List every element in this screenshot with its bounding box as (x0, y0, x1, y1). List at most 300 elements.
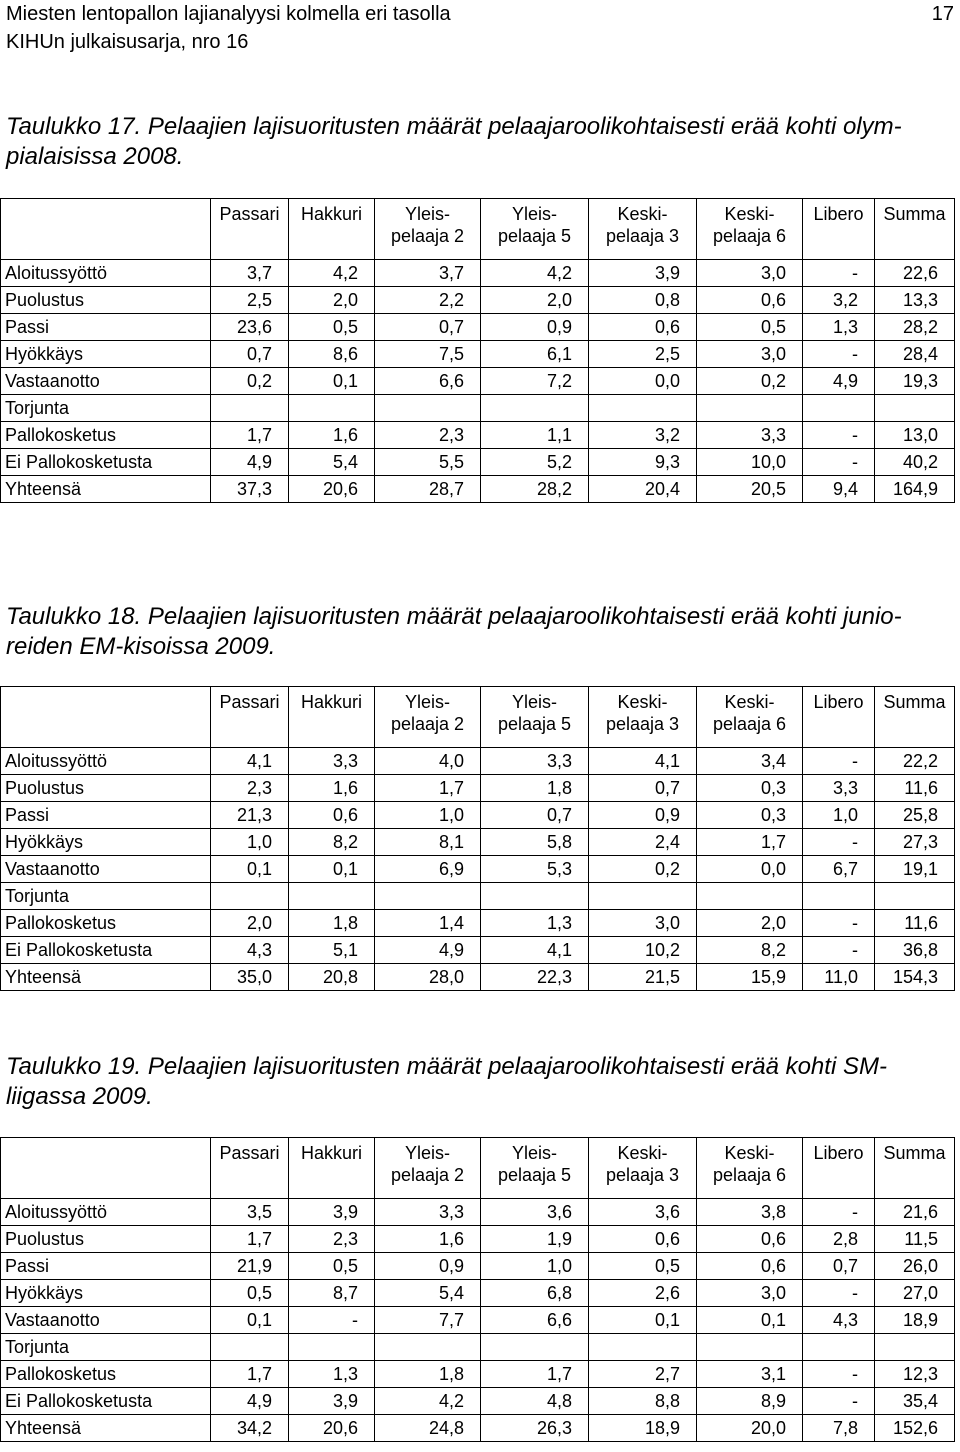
table-cell: 3,9 (289, 1199, 375, 1226)
table-cell: 11,6 (875, 775, 955, 802)
row-label: Aloitussyöttö (1, 260, 211, 287)
table-cell: 1,7 (211, 1361, 289, 1388)
column-header-line1: Keski- (724, 204, 775, 224)
column-header (589, 1138, 697, 1199)
table-cell: 0,5 (289, 314, 375, 341)
table-cell: - (803, 910, 875, 937)
table-cell: 0,2 (697, 368, 803, 395)
table-18 (0, 686, 955, 991)
table-cell: 4,9 (375, 937, 481, 964)
table-cell: - (803, 1388, 875, 1415)
table-cell (289, 1334, 375, 1361)
table-row (1, 964, 955, 991)
column-header (803, 1138, 875, 1199)
header-series: KIHUn julkaisusarja, nro 16 (6, 31, 249, 53)
table-cell: 3,0 (697, 1280, 803, 1307)
table-cell: 0,5 (589, 1253, 697, 1280)
table-cell: 28,2 (481, 476, 589, 503)
table-cell: 28,2 (875, 314, 955, 341)
caption-line: reiden EM-kisoissa 2009. (6, 633, 276, 660)
table-cell: 4,0 (375, 748, 481, 775)
table-17 (0, 198, 955, 503)
table-cell: 1,4 (375, 910, 481, 937)
table-cell: - (803, 422, 875, 449)
page-number: 17 (931, 3, 954, 25)
table-cell: 5,5 (375, 449, 481, 476)
table-cell: 4,9 (803, 368, 875, 395)
column-header-line2: pelaaja 6 (712, 714, 787, 734)
column-header-line1: Hakkuri (300, 692, 362, 712)
table-cell: 0,6 (589, 314, 697, 341)
table-cell: 0,9 (375, 1253, 481, 1280)
table-row (1, 829, 955, 856)
column-header-line1: Keski- (617, 204, 668, 224)
table-cell: 2,3 (211, 775, 289, 802)
table-cell: 3,7 (211, 260, 289, 287)
table-cell: 35,4 (875, 1388, 955, 1415)
table-cell (803, 395, 875, 422)
column-header-line1: Summa (883, 1143, 946, 1163)
table-18-caption (6, 602, 954, 662)
column-header (289, 1138, 375, 1199)
row-label: Hyökkäys (1, 1280, 211, 1307)
column-header-line1: Yleis- (511, 692, 557, 712)
table-19 (0, 1137, 955, 1442)
table-cell: 1,6 (289, 422, 375, 449)
caption-line: Taulukko 18. Pelaajien lajisuoritusten määrät pelaajaroolikohtaisesti erää kohti junio- (6, 603, 902, 630)
table-cell: 4,1 (589, 748, 697, 775)
table-cell: 4,2 (289, 260, 375, 287)
caption-line: liigassa 2009. (6, 1083, 153, 1110)
table-cell: 22,3 (481, 964, 589, 991)
row-label: Yhteensä (1, 964, 211, 991)
table-cell (589, 883, 697, 910)
table-row (1, 1361, 955, 1388)
column-header-line1: Keski- (724, 692, 775, 712)
row-label: Puolustus (1, 775, 211, 802)
column-header (289, 687, 375, 748)
table-cell: 1,7 (211, 1226, 289, 1253)
table-cell: 3,6 (589, 1199, 697, 1226)
table-cell: 3,0 (589, 910, 697, 937)
table-cell: 1,6 (375, 1226, 481, 1253)
header-cell-empty (1, 199, 211, 260)
table-cell: 1,0 (803, 802, 875, 829)
table-cell: 3,3 (481, 748, 589, 775)
table-cell: 0,8 (589, 287, 697, 314)
table-cell: 0,3 (697, 775, 803, 802)
row-label: Torjunta (1, 1334, 211, 1361)
table-cell (375, 883, 481, 910)
table-row (1, 1415, 955, 1442)
column-header-line1: Passari (219, 1143, 280, 1163)
column-header (211, 1138, 289, 1199)
row-label: Aloitussyöttö (1, 1199, 211, 1226)
table-cell: 3,7 (375, 260, 481, 287)
table-cell (589, 1334, 697, 1361)
column-header-line1: Hakkuri (300, 1143, 362, 1163)
table-cell: 4,9 (211, 449, 289, 476)
table-cell: 2,0 (289, 287, 375, 314)
table-cell: 20,6 (289, 476, 375, 503)
table-cell: 21,6 (875, 1199, 955, 1226)
column-header-line1: Libero (813, 1143, 864, 1163)
row-label: Vastaanotto (1, 856, 211, 883)
column-header (875, 1138, 955, 1199)
column-header-line1: Passari (219, 204, 280, 224)
table-cell: - (803, 449, 875, 476)
table-cell: 12,3 (875, 1361, 955, 1388)
column-header-line1: Yleis- (404, 692, 450, 712)
column-header (481, 687, 589, 748)
table-cell: 3,2 (803, 287, 875, 314)
table-cell (697, 395, 803, 422)
table-cell: 0,7 (803, 1253, 875, 1280)
table-cell (375, 1334, 481, 1361)
table-cell (289, 883, 375, 910)
table-cell: 3,9 (289, 1388, 375, 1415)
table-cell: 0,1 (697, 1307, 803, 1334)
table-row (1, 449, 955, 476)
table-cell: 11,0 (803, 964, 875, 991)
column-header-line1: Yleis- (404, 1143, 450, 1163)
column-header-line1: Yleis- (511, 204, 557, 224)
table-cell: 10,0 (697, 449, 803, 476)
table-cell: 26,0 (875, 1253, 955, 1280)
table-cell: 3,3 (697, 422, 803, 449)
column-header (375, 199, 481, 260)
table-cell: 7,7 (375, 1307, 481, 1334)
column-header (697, 687, 803, 748)
table-cell: 21,3 (211, 802, 289, 829)
header-title: Miesten lentopallon lajianalyysi kolmella eri tasolla (6, 3, 451, 25)
row-label: Vastaanotto (1, 368, 211, 395)
table-row (1, 775, 955, 802)
table-cell: 8,8 (589, 1388, 697, 1415)
table-cell: 0,0 (697, 856, 803, 883)
row-label: Vastaanotto (1, 1307, 211, 1334)
table-cell (589, 395, 697, 422)
table-cell: 1,0 (481, 1253, 589, 1280)
table-cell: 22,6 (875, 260, 955, 287)
table-cell: 20,6 (289, 1415, 375, 1442)
table-cell: 0,1 (589, 1307, 697, 1334)
table-cell: 4,3 (211, 937, 289, 964)
table-cell: 1,0 (211, 829, 289, 856)
table-cell: 28,4 (875, 341, 955, 368)
column-header-line2: pelaaja 6 (712, 1165, 787, 1185)
row-label: Passi (1, 802, 211, 829)
table-cell: 4,3 (803, 1307, 875, 1334)
table-cell: 1,7 (481, 1361, 589, 1388)
table-cell: 8,2 (289, 829, 375, 856)
table-cell: 0,9 (481, 314, 589, 341)
table-cell: 4,2 (481, 260, 589, 287)
table-cell: 152,6 (875, 1415, 955, 1442)
table-cell: 20,4 (589, 476, 697, 503)
table-cell: 36,8 (875, 937, 955, 964)
table-cell: 7,2 (481, 368, 589, 395)
table-cell: 19,1 (875, 856, 955, 883)
table-cell: 0,6 (697, 1253, 803, 1280)
table-cell: 3,2 (589, 422, 697, 449)
column-header-line2: pelaaja 5 (497, 226, 572, 246)
table-cell: - (803, 1199, 875, 1226)
column-header-line2: pelaaja 5 (497, 1165, 572, 1185)
row-label: Ei Pallokosketusta (1, 449, 211, 476)
table-cell: 9,4 (803, 476, 875, 503)
table-cell: 1,1 (481, 422, 589, 449)
column-header (803, 199, 875, 260)
table-cell (875, 1334, 955, 1361)
table-cell: 0,6 (289, 802, 375, 829)
table-cell: 0,7 (481, 802, 589, 829)
table-cell: 3,9 (589, 260, 697, 287)
table-row (1, 314, 955, 341)
table-cell (211, 1334, 289, 1361)
table-cell: 1,8 (289, 910, 375, 937)
column-header-line2: pelaaja 2 (390, 714, 465, 734)
table-cell: 0,1 (289, 368, 375, 395)
table-cell: 28,0 (375, 964, 481, 991)
table-cell: 0,7 (589, 775, 697, 802)
column-header (589, 199, 697, 260)
table-cell: 3,3 (803, 775, 875, 802)
table-row (1, 1334, 955, 1361)
header-cell-empty (1, 687, 211, 748)
table-cell (803, 883, 875, 910)
table-cell: - (803, 1280, 875, 1307)
table-cell: 2,5 (211, 287, 289, 314)
table-cell: 1,7 (211, 422, 289, 449)
column-header-line2: pelaaja 3 (605, 226, 680, 246)
column-header-line1: Hakkuri (300, 204, 362, 224)
table-cell: 4,8 (481, 1388, 589, 1415)
table-cell: 27,0 (875, 1280, 955, 1307)
table-cell: 13,0 (875, 422, 955, 449)
table-cell: 2,4 (589, 829, 697, 856)
row-label: Hyökkäys (1, 341, 211, 368)
table-row (1, 341, 955, 368)
column-header (375, 687, 481, 748)
table-cell: 19,3 (875, 368, 955, 395)
table-cell: 2,6 (589, 1280, 697, 1307)
column-header (481, 1138, 589, 1199)
table-cell: 23,6 (211, 314, 289, 341)
column-header-line1: Keski- (724, 1143, 775, 1163)
table-cell: 25,8 (875, 802, 955, 829)
table-cell: 40,2 (875, 449, 955, 476)
table-cell: 0,1 (211, 1307, 289, 1334)
column-header (211, 199, 289, 260)
column-header (375, 1138, 481, 1199)
table-cell: 21,9 (211, 1253, 289, 1280)
row-label: Yhteensä (1, 1415, 211, 1442)
table-header-row (1, 687, 955, 748)
table-row (1, 1388, 955, 1415)
table-cell: 6,1 (481, 341, 589, 368)
table-cell: 1,6 (289, 775, 375, 802)
column-header-line1: Libero (813, 204, 864, 224)
table-cell: 3,0 (697, 260, 803, 287)
column-header (875, 199, 955, 260)
table-header-row (1, 199, 955, 260)
table-cell (697, 883, 803, 910)
table-cell: 0,5 (289, 1253, 375, 1280)
column-header (697, 199, 803, 260)
table-cell (211, 883, 289, 910)
table-cell: 1,3 (481, 910, 589, 937)
table-cell: 8,2 (697, 937, 803, 964)
table-cell: 1,0 (375, 802, 481, 829)
row-label: Yhteensä (1, 476, 211, 503)
table-cell: 0,5 (697, 314, 803, 341)
column-header-line2: pelaaja 3 (605, 714, 680, 734)
table-cell: 1,3 (803, 314, 875, 341)
row-label: Pallokosketus (1, 422, 211, 449)
table-row (1, 287, 955, 314)
table-cell: - (803, 937, 875, 964)
table-cell: 0,2 (589, 856, 697, 883)
page-header (6, 0, 954, 56)
table-row (1, 1253, 955, 1280)
column-header (289, 199, 375, 260)
table-cell: 1,7 (375, 775, 481, 802)
table-cell: 4,9 (211, 1388, 289, 1415)
table-row (1, 1226, 955, 1253)
table-cell: 8,1 (375, 829, 481, 856)
table-cell: 6,7 (803, 856, 875, 883)
table-cell: 4,2 (375, 1388, 481, 1415)
table-cell: 3,3 (375, 1199, 481, 1226)
column-header-line1: Keski- (617, 692, 668, 712)
table-cell: 2,5 (589, 341, 697, 368)
row-label: Puolustus (1, 287, 211, 314)
table-cell (481, 395, 589, 422)
table-cell: 1,8 (481, 775, 589, 802)
table-cell: 8,9 (697, 1388, 803, 1415)
column-header (211, 687, 289, 748)
column-header (875, 687, 955, 748)
table-cell: - (803, 341, 875, 368)
table-cell: 3,1 (697, 1361, 803, 1388)
table-cell: 2,3 (375, 422, 481, 449)
table-cell (289, 395, 375, 422)
table-cell: 3,8 (697, 1199, 803, 1226)
table-cell: 0,9 (589, 802, 697, 829)
table-cell: - (803, 1361, 875, 1388)
column-header-line1: Libero (813, 692, 864, 712)
table-header-row (1, 1138, 955, 1199)
column-header-line2: pelaaja 3 (605, 1165, 680, 1185)
table-17-caption (6, 112, 954, 172)
column-header-line2: pelaaja 2 (390, 226, 465, 246)
table-cell: 0,6 (697, 287, 803, 314)
caption-line: pialaisissa 2008. (6, 143, 184, 170)
row-label: Pallokosketus (1, 910, 211, 937)
row-label: Hyökkäys (1, 829, 211, 856)
table-cell: 154,3 (875, 964, 955, 991)
table-cell (211, 395, 289, 422)
table-cell: 3,6 (481, 1199, 589, 1226)
column-header-line1: Summa (883, 692, 946, 712)
table-row (1, 910, 955, 937)
table-cell: 28,7 (375, 476, 481, 503)
table-cell: 7,5 (375, 341, 481, 368)
table-row (1, 937, 955, 964)
table-row (1, 748, 955, 775)
row-label: Passi (1, 1253, 211, 1280)
table-row (1, 368, 955, 395)
table-cell: 2,3 (289, 1226, 375, 1253)
table-cell: 0,1 (211, 856, 289, 883)
table-cell: - (803, 748, 875, 775)
table-cell: 6,6 (481, 1307, 589, 1334)
table-cell: 18,9 (875, 1307, 955, 1334)
table-cell (803, 1334, 875, 1361)
table-cell (875, 883, 955, 910)
table-cell: 2,8 (803, 1226, 875, 1253)
column-header-line1: Summa (883, 204, 946, 224)
column-header-line2: pelaaja 2 (390, 1165, 465, 1185)
table-cell: 5,8 (481, 829, 589, 856)
table-row (1, 260, 955, 287)
table-cell: 10,2 (589, 937, 697, 964)
table-cell: 7,8 (803, 1415, 875, 1442)
table-cell: 3,3 (289, 748, 375, 775)
table-cell: 2,0 (211, 910, 289, 937)
table-cell (697, 1334, 803, 1361)
table-cell: 18,9 (589, 1415, 697, 1442)
table-cell: 2,0 (697, 910, 803, 937)
table-cell: 21,5 (589, 964, 697, 991)
table-cell: 5,1 (289, 937, 375, 964)
table-cell: - (289, 1307, 375, 1334)
row-label: Passi (1, 314, 211, 341)
table-cell: - (803, 260, 875, 287)
table-cell: 20,0 (697, 1415, 803, 1442)
table-cell: 26,3 (481, 1415, 589, 1442)
column-header-line1: Passari (219, 692, 280, 712)
column-header-line1: Keski- (617, 1143, 668, 1163)
table-cell: 5,4 (289, 449, 375, 476)
table-cell: 6,9 (375, 856, 481, 883)
table-cell: 27,3 (875, 829, 955, 856)
table-cell: 2,0 (481, 287, 589, 314)
column-header (589, 687, 697, 748)
table-cell: 35,0 (211, 964, 289, 991)
table-cell: 3,0 (697, 341, 803, 368)
table-cell: 1,7 (697, 829, 803, 856)
table-cell: 5,2 (481, 449, 589, 476)
table-cell: 2,2 (375, 287, 481, 314)
table-cell: 1,9 (481, 1226, 589, 1253)
table-cell (875, 395, 955, 422)
table-19-caption (6, 1052, 954, 1112)
table-cell: 6,8 (481, 1280, 589, 1307)
table-cell: 0,5 (211, 1280, 289, 1307)
table-cell: 24,8 (375, 1415, 481, 1442)
column-header-line2: pelaaja 5 (497, 714, 572, 734)
caption-line: Taulukko 17. Pelaajien lajisuoritusten määrät pelaajaroolikohtaisesti erää kohti olym- (6, 113, 902, 140)
table-cell (481, 883, 589, 910)
table-row (1, 1307, 955, 1334)
table-row (1, 1280, 955, 1307)
table-row (1, 802, 955, 829)
column-header (803, 687, 875, 748)
table-cell: 5,3 (481, 856, 589, 883)
table-cell: 0,3 (697, 802, 803, 829)
